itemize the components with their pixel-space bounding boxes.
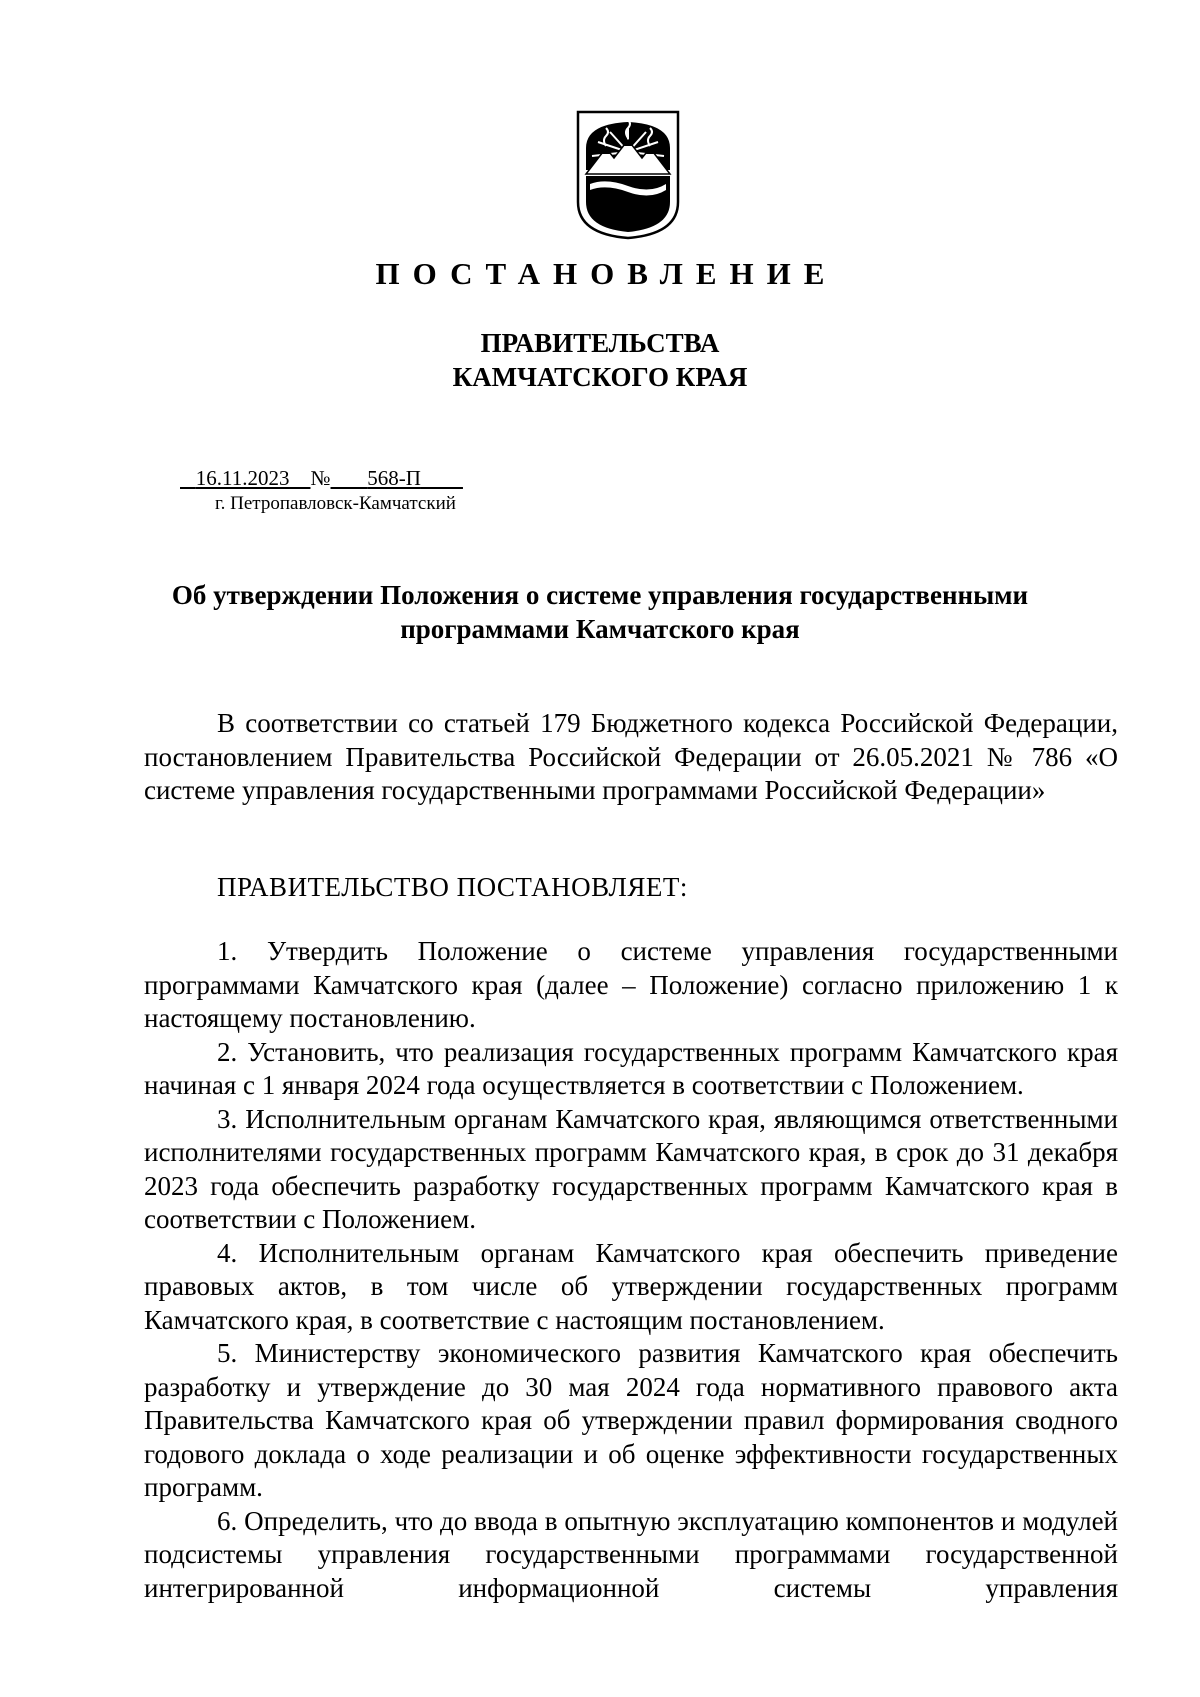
issuer-line-1: ПРАВИТЕЛЬСТВА xyxy=(480,328,720,358)
preamble xyxy=(144,707,1118,808)
issuer-line-2: КАМЧАТСКОГО КРАЯ xyxy=(452,362,748,392)
document-date: 16.11.2023 xyxy=(195,466,290,490)
decree-point-1: 1. Утвердить Положение о системе управления государственными программами Камчатского края (далее – Положение) согласно приложению 1 к настоящему постановлению. xyxy=(144,936,1118,1033)
issuer-block xyxy=(0,326,1200,394)
decree-point-2: 2. Установить, что реализация государственных программ Камчатского края начиная с 1 января 2024 года осуществляется в соответствии с Положением. xyxy=(144,1036,1118,1100)
decree-point-4: 4. Исполнительным органам Камчатского края обеспечить приведение правовых актов, в том числе об утверждении государственных программ Камчатского края, в соответствие с настоящим постановлением. xyxy=(144,1237,1118,1335)
decree-point-5: 5. Министерству экономического развития Камчатского края обеспечить разработку и утверждение до 30 мая 2024 года нормативного правового акта Правительства Камчатского края об утверждении правил формирования сводного годового доклада о ходе реализации и об оценке эффективности государственных программ. xyxy=(144,1338,1118,1502)
coat-of-arms-emblem xyxy=(576,110,680,240)
document-number: 568-П xyxy=(367,466,421,490)
document-subject xyxy=(0,578,1200,646)
decree-heading: ПРАВИТЕЛЬСТВО ПОСТАНОВЛЯЕТ: xyxy=(217,872,688,902)
number-sign: № xyxy=(310,466,331,490)
preamble-text: В соответствии со статьей 179 Бюджетного кодекса Российской Федерации, постановлением Правительства Российской Федерации от 26.05.2021 № 786 «О системе управления государственными программами Российской Федерации» xyxy=(144,708,1118,805)
decree-points xyxy=(144,935,1118,1605)
decree-point-6: 6. Определить, что до ввода в опытную эксплуатацию компонентов и модулей подсистемы управления государственными программами государственной интегрированной информационной системы управления xyxy=(144,1505,1118,1603)
document-type-title: ПОСТАНОВЛЕНИЕ xyxy=(375,256,838,291)
subject-line-1: Об утверждении Положения о системе управления государственными xyxy=(171,580,1029,610)
subject-line-2: программами Камчатского края xyxy=(400,614,800,644)
decree-point-3: 3. Исполнительным органам Камчатского края, являющимся ответственными исполнителями государственных программ Камчатского края, в срок до 31 декабря 2023 года обеспечить разработку государственных программ Камчатского края в соответствии с Положением. xyxy=(144,1103,1118,1234)
city: г. Петропавловск-Камчатский xyxy=(215,493,456,514)
date-number-line xyxy=(180,465,463,491)
